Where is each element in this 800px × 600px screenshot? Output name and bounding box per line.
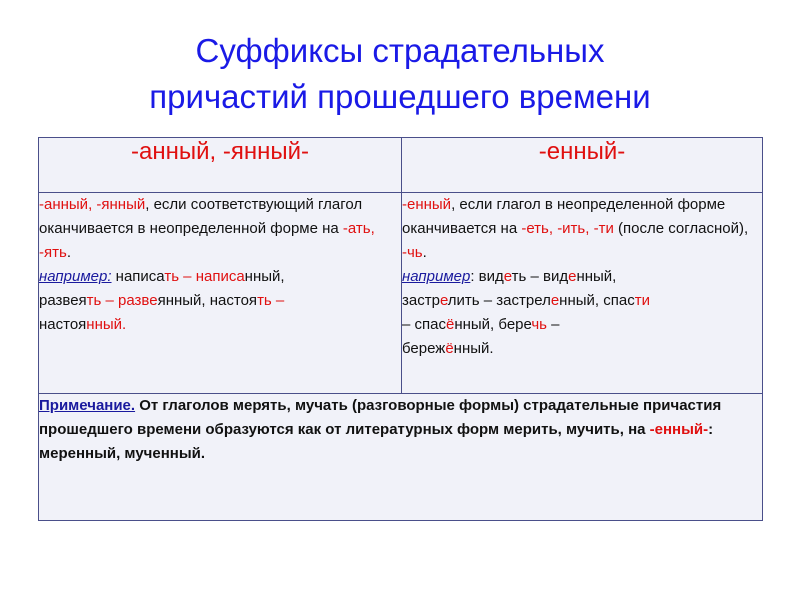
example-highlight: ё — [445, 340, 454, 357]
slide-title — [0, 28, 800, 120]
rule-cell-ennyi — [402, 193, 763, 394]
rules-row — [39, 193, 763, 394]
example-text: нный. — [453, 340, 494, 357]
ending-text: -ать, -ять — [39, 220, 375, 261]
note-row — [39, 394, 763, 521]
example-highlight: е — [503, 268, 512, 285]
rule-text: , если соответствующий глагол оканчивается в неопределенной форме на — [39, 196, 363, 237]
example-text: написа — [111, 268, 165, 285]
example-text: настоя — [39, 316, 87, 333]
example-text: ть – вид — [511, 268, 569, 285]
example-highlight: е — [439, 292, 448, 309]
suffix-rules-table — [38, 137, 763, 521]
example-text: – — [546, 316, 560, 333]
slide-title-line-1: Суффиксы страдательных — [195, 32, 605, 69]
example-text: застр — [402, 292, 440, 309]
example-text: лить – застрел — [447, 292, 551, 309]
example-text: нный, — [576, 268, 617, 285]
ending-text: -чь — [402, 244, 423, 261]
example-text: нный, — [244, 268, 285, 285]
rule-text: . — [66, 244, 71, 261]
suffix-text: -анный, -янный — [39, 196, 146, 213]
example-highlight: ть – написа — [164, 268, 245, 285]
example-highlight: ть – — [257, 292, 285, 309]
example-highlight: е — [568, 268, 577, 285]
rule-text: . — [422, 244, 427, 261]
note-text: : меренный, мученный. — [39, 421, 714, 462]
header-cell-annyi: -анный, -янный- — [39, 138, 402, 193]
slide-title-line-2: причастий прошедшего времени — [149, 78, 651, 115]
example-highlight: ё — [445, 316, 455, 333]
example-text: нный, спас — [559, 292, 635, 309]
example-text: нный, бере — [454, 316, 532, 333]
ending-text: -еть, -ить, -ти — [521, 220, 614, 237]
example-label: например: — [39, 268, 112, 285]
example-label: например — [402, 268, 471, 285]
example-text: – спас — [402, 316, 446, 333]
rule-text: (после согласной), — [613, 220, 749, 237]
example-highlight: ть – разве — [86, 292, 158, 309]
rule-cell-annyi — [39, 193, 402, 394]
example-text: развея — [39, 292, 87, 309]
header-cell-ennyi: -енный- — [402, 138, 763, 193]
example-text: береж — [402, 340, 446, 357]
note-cell — [39, 394, 763, 521]
example-highlight: чь — [531, 316, 547, 333]
example-highlight: ти — [634, 292, 650, 309]
suffix-text: -енный — [402, 196, 452, 213]
header-row — [39, 138, 763, 193]
example-text: : вид — [470, 268, 504, 285]
note-suffix: -енный- — [649, 421, 709, 438]
rule-text: , если глагол в неопределенной форме оканчивается на — [402, 196, 726, 237]
example-highlight: е — [550, 292, 560, 309]
example-highlight: нный. — [86, 316, 127, 333]
note-text: От глаголов мерять, мучать (разговорные формы) страдательные причастия прошедшего времени образуются как от литературных форм мерить, мучить, на — [39, 397, 722, 438]
example-text: янный, настоя — [157, 292, 258, 309]
note-label: Примечание. — [39, 397, 136, 414]
